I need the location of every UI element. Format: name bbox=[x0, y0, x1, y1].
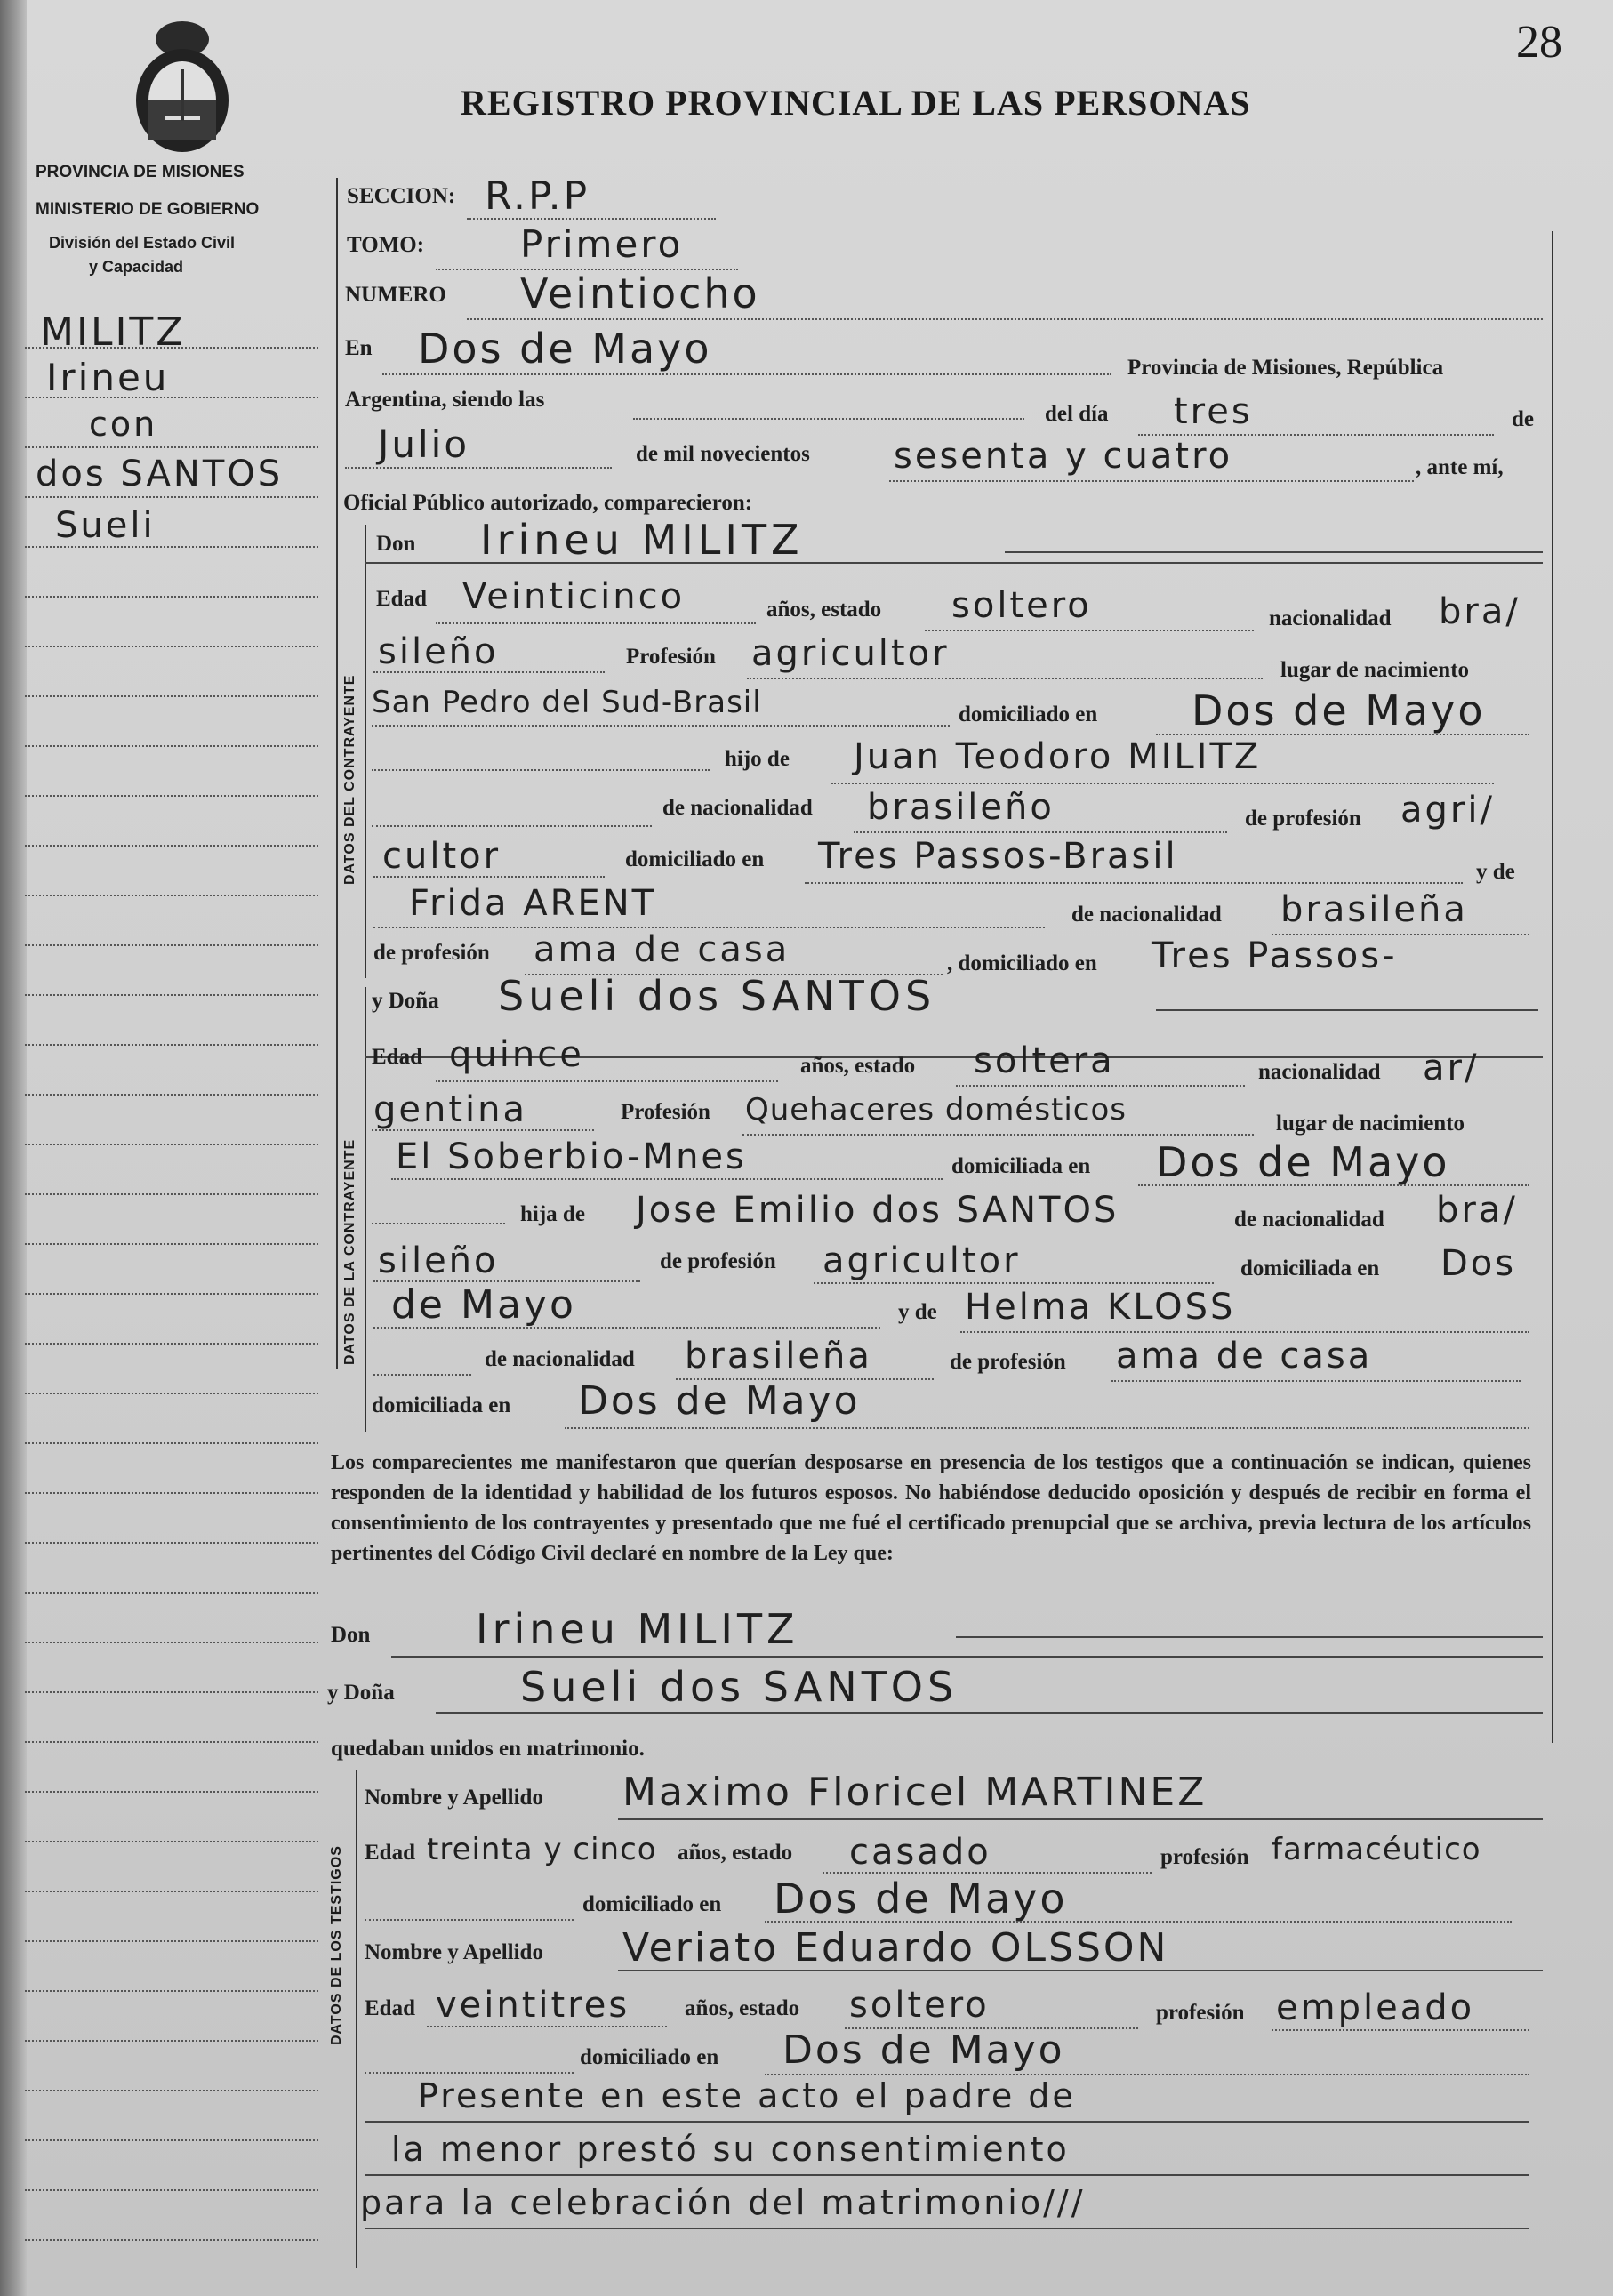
margin-ruled-line bbox=[25, 446, 318, 448]
bride-anios-estado-label: años, estado bbox=[800, 1054, 916, 1078]
bride-section-label: DATOS DE LA CONTRAYENTE bbox=[342, 1138, 357, 1365]
bride-lugar-value: El Soberbio-Mnes bbox=[396, 1136, 747, 1177]
groom-mother-nac-label: de nacionalidad bbox=[1071, 903, 1222, 927]
anio-value: sesenta y cuatro bbox=[894, 436, 1233, 477]
margin-ruled-line bbox=[25, 1841, 318, 1842]
oficial-label: Oficial Público autorizado, comparecieron: bbox=[343, 491, 753, 515]
margin-ruled-line bbox=[25, 1243, 318, 1245]
ministry-label: MINISTERIO DE GOBIERNO bbox=[36, 200, 260, 219]
margin-ruled-line bbox=[25, 745, 318, 747]
groom-name: Irineu MILITZ bbox=[480, 516, 804, 564]
groom-domicilio-value: Dos de Mayo bbox=[1192, 686, 1486, 735]
tomo-value: Primero bbox=[520, 222, 684, 266]
bride-edad-label: Edad bbox=[372, 1045, 422, 1069]
bride-section-border bbox=[365, 987, 366, 1432]
bride-dona-label: y Doña bbox=[372, 989, 439, 1013]
bride-father-nac: bra/ bbox=[1436, 1190, 1518, 1231]
bride-profesion-label: Profesión bbox=[621, 1100, 710, 1124]
margin-ruled-line bbox=[25, 1442, 318, 1444]
witness2-estado: soltero bbox=[849, 1985, 990, 2026]
bride-hija-label: hija de bbox=[520, 1202, 585, 1226]
binding-edge bbox=[0, 0, 27, 2296]
frame-border bbox=[1552, 231, 1553, 1743]
margin-ruled-line bbox=[25, 2090, 318, 2091]
groom-lugar-label: lugar de nacimiento bbox=[1280, 658, 1470, 682]
bride-mother-nac: brasileña bbox=[685, 1336, 872, 1377]
groom-nacionalidad-value: bra/ bbox=[1439, 591, 1521, 632]
argentina-label: Argentina, siendo las bbox=[345, 388, 545, 412]
groom-mother-dom-label: , domiciliado en bbox=[947, 951, 1097, 975]
witness1-estado: casado bbox=[849, 1832, 991, 1873]
bride-nacionalidad-value: ar/ bbox=[1423, 1048, 1480, 1088]
bride-father-name: Jose Emilio dos SANTOS bbox=[636, 1190, 1119, 1231]
margin-ruled-line bbox=[25, 795, 318, 797]
witness1-anios-label: años, estado bbox=[678, 1841, 793, 1865]
groom-father-name: Juan Teodoro MILITZ bbox=[854, 736, 1262, 777]
bride-father-nac-label: de nacionalidad bbox=[1234, 1208, 1384, 1232]
bride-domiciliada-label: domiciliada en bbox=[951, 1154, 1091, 1178]
margin-ruled-line bbox=[25, 1592, 318, 1594]
bride-father-dom-label: domiciliada en bbox=[1240, 1256, 1380, 1280]
del-dia-label: del día bbox=[1045, 402, 1109, 426]
bride-father-prof: agricultor bbox=[823, 1240, 1021, 1281]
groom-section-label: DATOS DEL CONTRAYENTE bbox=[342, 674, 357, 885]
margin-ruled-line bbox=[25, 646, 318, 647]
witness1-edad-label: Edad bbox=[365, 1841, 415, 1865]
witness2-dom: Dos de Mayo bbox=[782, 2027, 1065, 2073]
margin-note-line: Sueli bbox=[55, 505, 156, 546]
bride-mother-dom: Dos de Mayo bbox=[578, 1378, 861, 1424]
groom-estado-value: soltero bbox=[951, 585, 1092, 626]
margin-ruled-line bbox=[25, 1691, 318, 1693]
witness2-edad-label: Edad bbox=[365, 1996, 415, 2020]
margin-ruled-line bbox=[25, 944, 318, 946]
handwritten-note-line: Presente en este acto el padre de bbox=[418, 2076, 1076, 2115]
seccion-label: SECCION: bbox=[347, 184, 456, 208]
witness1-prof-label: profesión bbox=[1160, 1845, 1249, 1869]
declaration-dona-label: y Doña bbox=[327, 1681, 395, 1705]
witness1-dom: Dos de Mayo bbox=[774, 1875, 1068, 1923]
margin-ruled-line bbox=[25, 496, 318, 498]
registry-title: REGISTRO PROVINCIAL DE LAS PERSONAS bbox=[461, 83, 1251, 123]
margin-ruled-line bbox=[25, 845, 318, 847]
dia-value: tres bbox=[1174, 391, 1253, 432]
page-number: 28 bbox=[1516, 17, 1562, 68]
groom-profesion-value: agricultor bbox=[751, 633, 950, 674]
margin-ruled-line bbox=[25, 347, 318, 349]
place-value: Dos de Mayo bbox=[418, 325, 712, 373]
bride-father-nac: sileño bbox=[378, 1240, 499, 1281]
bride-mother-prof-label: de profesión bbox=[950, 1350, 1066, 1374]
groom-mother-prof-label: de profesión bbox=[373, 941, 490, 965]
de-label: de bbox=[1512, 407, 1534, 431]
margin-ruled-line bbox=[25, 596, 318, 598]
mes-value: Julio bbox=[378, 422, 470, 466]
groom-edad-value: Veinticinco bbox=[462, 576, 686, 617]
groom-father-dom: Tres Passos-Brasil bbox=[818, 836, 1178, 877]
margin-ruled-line bbox=[25, 546, 318, 548]
groom-profesion-label: Profesión bbox=[626, 645, 716, 669]
bride-mother-name: Helma KLOSS bbox=[965, 1287, 1236, 1328]
bride-father-dom: Dos bbox=[1440, 1243, 1517, 1284]
margin-ruled-line bbox=[25, 1891, 318, 1892]
witness1-name-label: Nombre y Apellido bbox=[365, 1786, 543, 1810]
groom-anios-estado-label: años, estado bbox=[766, 598, 882, 622]
groom-mother-name: Frida ARENT bbox=[409, 883, 657, 924]
margin-ruled-line bbox=[25, 2239, 318, 2241]
margin-ruled-line bbox=[25, 1741, 318, 1743]
margin-ruled-line bbox=[25, 2139, 318, 2141]
bride-profesion-value: Quehaceres domésticos bbox=[745, 1092, 1127, 1128]
margin-ruled-line bbox=[25, 1791, 318, 1793]
witness2-name: Veriato Eduardo OLSSON bbox=[622, 1925, 1169, 1971]
groom-nacionalidad-value: sileño bbox=[378, 631, 499, 672]
bride-lugar-label: lugar de nacimiento bbox=[1276, 1112, 1465, 1136]
witness2-prof-label: profesión bbox=[1156, 2001, 1245, 2025]
province-label: PROVINCIA DE MISIONES bbox=[36, 163, 245, 181]
declaration-don-value: Irineu MILITZ bbox=[476, 1605, 799, 1653]
division-label: División del Estado Civil bbox=[49, 234, 236, 252]
margin-ruled-line bbox=[25, 1642, 318, 1643]
bride-mother-nac-label: de nacionalidad bbox=[485, 1347, 635, 1371]
groom-father-prof: cultor bbox=[382, 836, 502, 877]
bride-mother-prof: ama de casa bbox=[1116, 1336, 1373, 1377]
witness2-prof: empleado bbox=[1276, 1987, 1475, 2028]
margin-ruled-line bbox=[25, 1990, 318, 1992]
witness2-anios-label: años, estado bbox=[685, 1996, 800, 2020]
groom-mother-nac: brasileña bbox=[1280, 889, 1468, 930]
margin-ruled-line bbox=[25, 895, 318, 896]
groom-mother-prof: ama de casa bbox=[534, 929, 790, 970]
witness-section-border bbox=[356, 1770, 357, 2268]
witness1-prof: farmacéutico bbox=[1272, 1832, 1481, 1867]
groom-father-prof-label: de profesión bbox=[1245, 807, 1361, 831]
ante-label: , ante mí, bbox=[1416, 455, 1504, 479]
bride-estado-value: soltera bbox=[974, 1040, 1115, 1081]
margin-note-line: con bbox=[89, 405, 158, 444]
margin-ruled-line bbox=[25, 1144, 318, 1145]
groom-hijo-label: hijo de bbox=[725, 747, 790, 771]
seccion-value: R.P.P bbox=[485, 173, 590, 219]
witness1-edad: treinta y cinco bbox=[427, 1832, 657, 1867]
margin-ruled-line bbox=[25, 2189, 318, 2191]
margin-ruled-line bbox=[25, 695, 318, 697]
bride-edad-value: quince bbox=[449, 1034, 584, 1075]
bride-nacionalidad-label: nacionalidad bbox=[1258, 1060, 1381, 1084]
bride-father-prof-label: de profesión bbox=[660, 1249, 776, 1273]
groom-lugar-value: San Pedro del Sud-Brasil bbox=[372, 685, 762, 720]
bride-mother-dom-label: domiciliada en bbox=[372, 1393, 511, 1417]
margin-ruled-line bbox=[25, 397, 318, 398]
mil-novecientos-label: de mil novecientos bbox=[636, 442, 810, 466]
frame-border bbox=[336, 178, 338, 1369]
margin-ruled-line bbox=[25, 1542, 318, 1544]
bride-y-de-label: y de bbox=[898, 1300, 937, 1324]
margin-note-line: dos SANTOS bbox=[36, 454, 284, 494]
groom-y-de-label: y de bbox=[1476, 860, 1515, 884]
division-label-2: y Capacidad bbox=[89, 258, 184, 276]
coat-of-arms-emblem bbox=[124, 16, 240, 154]
witness2-edad: veintitres bbox=[436, 1985, 630, 2026]
declaration-don-label: Don bbox=[331, 1623, 371, 1647]
margin-ruled-line bbox=[25, 1293, 318, 1295]
numero-label: NUMERO bbox=[345, 283, 446, 307]
witness2-name-label: Nombre y Apellido bbox=[365, 1940, 543, 1964]
margin-ruled-line bbox=[25, 1193, 318, 1195]
declaration-paragraph: Los comparecientes me manifestaron que querían desposarse en presencia de los testigos que a continuación se indican, quienes responden de la identidad y habilidad de los futuros esposos. No habiéndose deducido oposición y después de recibir en forma el consentimiento de los contrayentes y presentado que me fué el certificado prenupcial que se archiva, previa lectura de los artículos pertinentes del Código Civil declaré en nombre de la Ley que: bbox=[331, 1451, 1531, 1565]
bride-nacionalidad-value: gentina bbox=[373, 1089, 528, 1130]
numero-value: Veintiocho bbox=[520, 269, 760, 317]
bride-name: Sueli dos SANTOS bbox=[498, 972, 936, 1020]
groom-father-nac-label: de nacionalidad bbox=[662, 796, 813, 820]
declaration-dona-value: Sueli dos SANTOS bbox=[520, 1663, 959, 1711]
bride-domicilio-value: Dos de Mayo bbox=[1156, 1138, 1450, 1186]
handwritten-note-line: la menor prestó su consentimiento bbox=[391, 2130, 1070, 2169]
en-label: En bbox=[345, 336, 373, 360]
groom-domiciliado-label: domiciliado en bbox=[959, 702, 1098, 727]
tomo-label: TOMO: bbox=[347, 233, 425, 257]
margin-ruled-line bbox=[25, 1393, 318, 1394]
groom-father-nac: brasileño bbox=[867, 787, 1055, 828]
provincia-label: Provincia de Misiones, República bbox=[1127, 356, 1444, 380]
handwritten-note-line: para la celebración del matrimonio/// bbox=[360, 2183, 1086, 2222]
margin-ruled-line bbox=[25, 1343, 318, 1345]
witness1-name: Maximo Floricel MARTINEZ bbox=[622, 1770, 1208, 1815]
margin-ruled-line bbox=[25, 994, 318, 996]
bride-father-dom: de Mayo bbox=[391, 1282, 576, 1328]
groom-edad-label: Edad bbox=[376, 587, 427, 611]
margin-ruled-line bbox=[25, 1492, 318, 1494]
margin-note-line: Irineu bbox=[46, 356, 170, 399]
witness-section-label: DATOS DE LOS TESTIGOS bbox=[329, 1845, 344, 2045]
groom-section-border bbox=[365, 525, 366, 978]
groom-nacionalidad-label: nacionalidad bbox=[1269, 606, 1392, 630]
groom-father-prof: agri/ bbox=[1400, 790, 1495, 831]
groom-don-label: Don bbox=[376, 532, 416, 556]
groom-mother-dom: Tres Passos- bbox=[1152, 935, 1398, 976]
witness2-dom-label: domiciliado en bbox=[580, 2045, 719, 2069]
groom-father-dom-label: domiciliado en bbox=[625, 847, 765, 871]
margin-ruled-line bbox=[25, 1940, 318, 1942]
witness1-dom-label: domiciliado en bbox=[582, 1892, 722, 1916]
margin-note-line: MILITZ bbox=[40, 309, 186, 355]
margin-ruled-line bbox=[25, 2040, 318, 2042]
margin-ruled-line bbox=[25, 1094, 318, 1096]
united-label: quedaban unidos en matrimonio. bbox=[331, 1737, 645, 1761]
margin-ruled-line bbox=[25, 1044, 318, 1046]
